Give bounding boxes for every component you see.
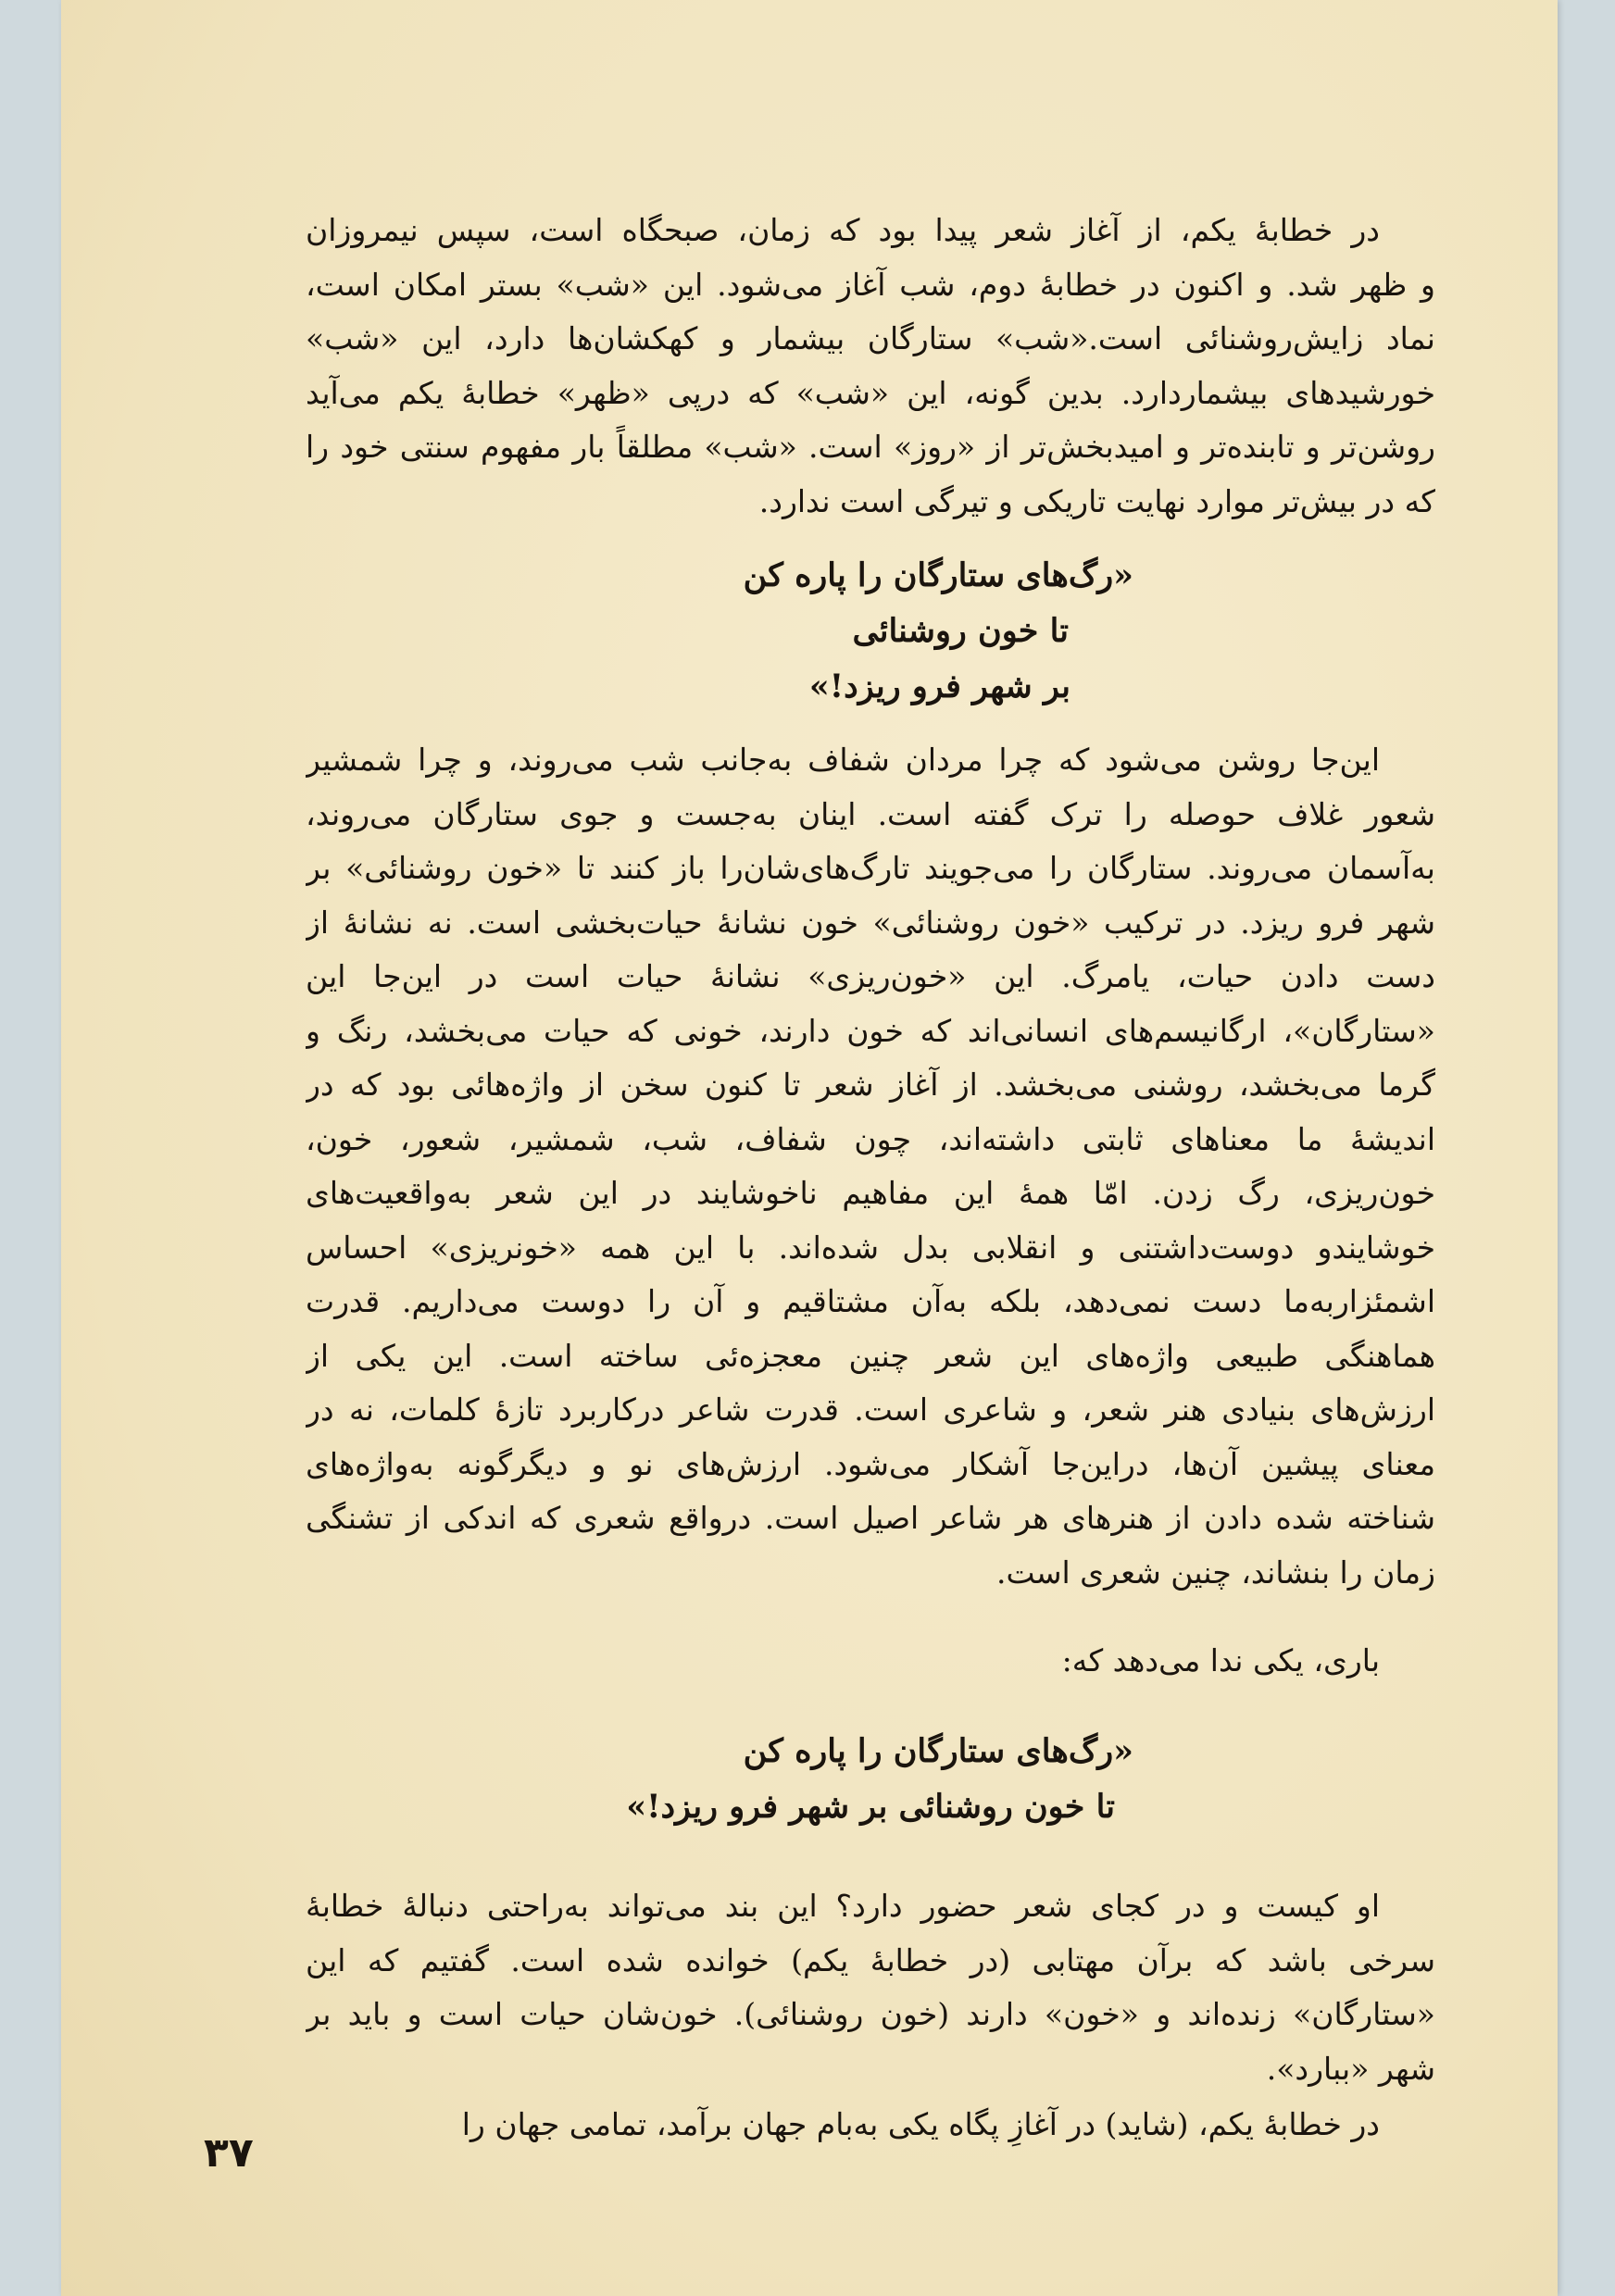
poem-1-line-3: بر شهر فرو ریزد!» — [808, 668, 1070, 705]
paragraph2-line: این‌جا روشن می‌شود که چرا مردان شفاف به‌جانب شب می‌روند، و چرا شمشیر — [306, 742, 1380, 778]
paragraph4-line: شهر «ببارد». — [1266, 2050, 1435, 2087]
paragraph2-line: اشمئزاربه‌ما دست نمی‌دهد، بلکه به‌آن مشتاقیم و آن را دوست می‌داریم. قدرت — [306, 1283, 1435, 1319]
paragraph2-line: شعور غلاف حوصله را ترک گفته است. اینان به‌جست و جوی ستارگان می‌روند، — [306, 795, 1435, 832]
poem-1-line-1: «رگ‌های ستارگان را پاره کن — [743, 556, 1133, 594]
paragraph2-line: به‌آسمان می‌روند. ستارگان را می‌جویند تارگ‌های‌شان‌را باز کنند تا «خون روشنائی» بر — [306, 850, 1435, 886]
paragraph2-line: دست دادن حیات، یامرگ. این «خون‌ریزی» نشانهٔ حیات است در این‌جا این — [306, 958, 1435, 994]
paragraph1-line: و ظهر شد. و اکنون در خطابهٔ دوم، شب آغاز می‌شود. این «شب» بستر امکان است، — [306, 266, 1435, 303]
paragraph1-line: خورشیدهای بیشماردارد. بدین گونه، این «شب» که درپی «ظهر» خطابهٔ یکم می‌آید — [306, 374, 1435, 411]
paragraph2-line: خوشایندو دوست‌داشتنی و انقلابی بدل شده‌اند. با این همه «خونریزی» احساس — [306, 1229, 1435, 1266]
paragraph1-line: در خطابهٔ یکم، از آغاز شعر پیدا بود که زمان، صبحگاه است، سپس نیمروزان — [306, 212, 1380, 248]
paragraph2-line: شهر فرو ریزد. در ترکیب «خون روشنائی» خون نشانهٔ حیات‌بخشی است. نه نشانهٔ از — [306, 904, 1435, 941]
paragraph2-line: معنای پیشین آن‌ها، دراین‌جا آشکار می‌شود. ارزش‌های نو و دیگرگونه به‌واژه‌های — [306, 1445, 1435, 1482]
poem-stanza-2 — [626, 1724, 1133, 1835]
paragraph-1 — [306, 204, 1435, 529]
paragraph2-line: ارزش‌های بنیادی هنر شعر، و شاعری است. قدرت شاعر درکاربرد تازهٔ کلمات، نه در — [306, 1391, 1435, 1428]
page-number: ۳۷ — [204, 2129, 254, 2177]
poem-stanza-1 — [744, 548, 1133, 715]
paragraph-4 — [306, 1879, 1435, 2096]
paragraph-5 — [306, 2098, 1435, 2152]
paragraph4-line: سرخی باشد که برآن مهتابی (در خطابهٔ یکم) خوانده شده است. گفتیم که این — [306, 1941, 1435, 1978]
paragraph2-line: هماهنگی طبیعی واژه‌های این شعر چنین معجزه‌ئی ساخته است. این یکی از — [306, 1337, 1435, 1374]
paragraph4-line: او کیست و در کجای شعر حضور دارد؟ این بند می‌تواند به‌راحتی دنبالهٔ خطابهٔ — [306, 1888, 1380, 1924]
paragraph5-line: در خطابهٔ یکم، (شاید) در آغازِ پگاه یکی به‌بام جهان برآمد، تمامی جهان را — [461, 2106, 1380, 2142]
paragraph2-line: اندیشهٔ ما معناهای ثابتی داشته‌اند، چون شفاف، شب، شمشیر، شعور، خون، — [306, 1120, 1435, 1157]
paragraph2-line: گرما می‌بخشد، روشنی می‌بخشد. از آغاز شعر تا کنون سخن از واژه‌هائی بود که در — [306, 1067, 1435, 1103]
paragraph1-line: نماد زایش‌روشنائی است.«شب» ستارگان بیشمار و کهکشان‌ها دارد، این «شب» — [306, 320, 1435, 356]
poem-2-line-2: تا خون روشنائی بر شهر فرو ریزد!» — [626, 1788, 1115, 1826]
paragraph1-line: روشن‌تر و تابنده‌تر و امیدبخش‌تر از «روز» است. «شب» مطلقاً بار مفهوم سنتی خود را — [306, 429, 1435, 465]
paragraph4-line: «ستارگان» زنده‌اند و «خون» دارند (خون روشنائی). خون‌شان حیات است و باید بر — [306, 1996, 1435, 2032]
paragraph2-line: «ستارگان»، ارگانیسم‌های انسانی‌اند که خون دارند، خونی که حیات می‌بخشد، رنگ و — [306, 1012, 1435, 1049]
paragraph2-line: خون‌ریزی، رگ زدن. امّا همهٔ این مفاهیم ناخوشایند در این شعر به‌واقعیت‌های — [306, 1175, 1435, 1211]
paragraph-3 — [306, 1634, 1435, 1689]
paragraph-2 — [306, 733, 1435, 1600]
paragraph1-line: که در بیش‌تر موارد نهایت تاریکی و تیرگی است ندارد. — [758, 482, 1435, 519]
paragraph2-line: زمان را بنشاند، چنین شعری است. — [995, 1554, 1435, 1591]
paragraph3-line: باری، یکی ندا می‌دهد که: — [1061, 1642, 1380, 1678]
paragraph2-line: شناخته شده دادن از هنرهای هر شاعر اصیل است. درواقع شعری که اندکی از تشنگی — [306, 1500, 1435, 1536]
poem-2-line-1: «رگ‌های ستارگان را پاره کن — [743, 1732, 1133, 1770]
poem-1-line-2: تا خون روشنائی — [852, 612, 1069, 650]
